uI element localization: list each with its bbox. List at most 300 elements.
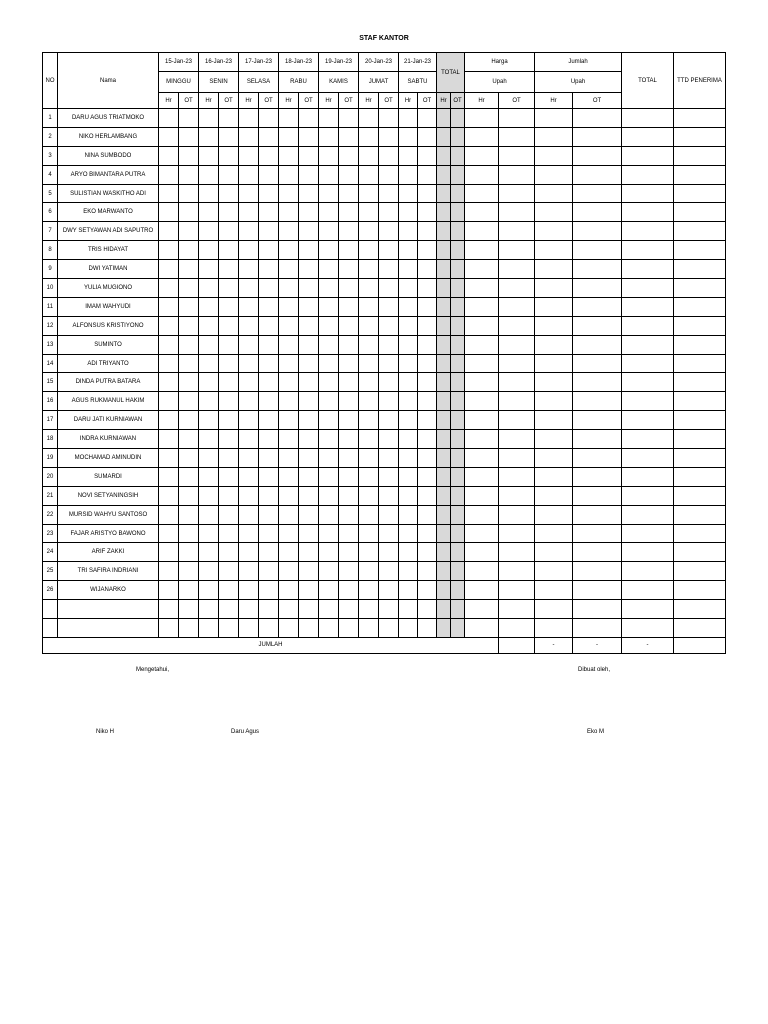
attendance-cell[interactable] [239,619,259,638]
attendance-cell[interactable] [399,562,418,581]
signature-cell[interactable] [674,543,726,562]
attendance-cell[interactable] [418,600,437,619]
attendance-cell[interactable] [199,600,219,619]
attendance-cell[interactable] [279,619,299,638]
attendance-cell[interactable] [179,411,199,430]
attendance-cell[interactable] [179,203,199,222]
attendance-cell[interactable] [319,467,339,486]
signature-cell[interactable] [674,222,726,241]
attendance-cell[interactable] [239,392,259,411]
attendance-cell[interactable] [418,335,437,354]
attendance-cell[interactable] [418,146,437,165]
attendance-cell[interactable] [199,354,219,373]
attendance-cell[interactable] [199,297,219,316]
signature-cell[interactable] [674,430,726,449]
attendance-cell[interactable] [299,335,319,354]
attendance-cell[interactable] [219,297,239,316]
attendance-cell[interactable] [279,279,299,298]
attendance-cell[interactable] [379,335,399,354]
attendance-cell[interactable] [159,373,179,392]
attendance-cell[interactable] [279,241,299,260]
attendance-cell[interactable] [279,127,299,146]
attendance-cell[interactable] [199,222,219,241]
attendance-cell[interactable] [399,146,418,165]
attendance-cell[interactable] [418,486,437,505]
attendance-cell[interactable] [219,184,239,203]
signature-cell[interactable] [674,373,726,392]
attendance-cell[interactable] [339,127,359,146]
attendance-cell[interactable] [299,241,319,260]
signature-cell[interactable] [674,260,726,279]
attendance-cell[interactable] [299,581,319,600]
attendance-cell[interactable] [239,222,259,241]
attendance-cell[interactable] [339,486,359,505]
attendance-cell[interactable] [159,411,179,430]
attendance-cell[interactable] [199,203,219,222]
attendance-cell[interactable] [359,467,379,486]
attendance-cell[interactable] [319,430,339,449]
attendance-cell[interactable] [179,184,199,203]
attendance-cell[interactable] [219,600,239,619]
attendance-cell[interactable] [219,543,239,562]
attendance-cell[interactable] [179,581,199,600]
attendance-cell[interactable] [418,543,437,562]
attendance-cell[interactable] [379,524,399,543]
attendance-cell[interactable] [418,562,437,581]
attendance-cell[interactable] [379,373,399,392]
attendance-cell[interactable] [319,241,339,260]
attendance-cell[interactable] [359,581,379,600]
attendance-cell[interactable] [379,392,399,411]
attendance-cell[interactable] [199,524,219,543]
attendance-cell[interactable] [159,354,179,373]
attendance-cell[interactable] [179,297,199,316]
attendance-cell[interactable] [179,146,199,165]
attendance-cell[interactable] [219,430,239,449]
attendance-cell[interactable] [259,165,279,184]
attendance-cell[interactable] [339,279,359,298]
attendance-cell[interactable] [259,430,279,449]
attendance-cell[interactable] [199,165,219,184]
attendance-cell[interactable] [259,260,279,279]
signature-cell[interactable] [674,486,726,505]
attendance-cell[interactable] [279,373,299,392]
attendance-cell[interactable] [339,316,359,335]
attendance-cell[interactable] [299,203,319,222]
attendance-cell[interactable] [179,449,199,468]
attendance-cell[interactable] [339,222,359,241]
signature-cell[interactable] [674,411,726,430]
attendance-cell[interactable] [299,449,319,468]
attendance-cell[interactable] [259,562,279,581]
attendance-cell[interactable] [179,279,199,298]
attendance-cell[interactable] [359,260,379,279]
attendance-cell[interactable] [418,109,437,128]
attendance-cell[interactable] [199,335,219,354]
attendance-cell[interactable] [319,619,339,638]
attendance-cell[interactable] [319,392,339,411]
attendance-cell[interactable] [399,373,418,392]
attendance-cell[interactable] [179,241,199,260]
attendance-cell[interactable] [299,316,319,335]
attendance-cell[interactable] [279,600,299,619]
attendance-cell[interactable] [359,279,379,298]
attendance-cell[interactable] [399,316,418,335]
attendance-cell[interactable] [379,222,399,241]
attendance-cell[interactable] [379,260,399,279]
attendance-cell[interactable] [279,505,299,524]
attendance-cell[interactable] [279,297,299,316]
attendance-cell[interactable] [399,411,418,430]
attendance-cell[interactable] [299,505,319,524]
attendance-cell[interactable] [379,279,399,298]
attendance-cell[interactable] [219,127,239,146]
attendance-cell[interactable] [199,562,219,581]
attendance-cell[interactable] [359,109,379,128]
attendance-cell[interactable] [179,524,199,543]
attendance-cell[interactable] [159,127,179,146]
attendance-cell[interactable] [259,279,279,298]
attendance-cell[interactable] [339,260,359,279]
attendance-cell[interactable] [219,316,239,335]
attendance-cell[interactable] [259,241,279,260]
attendance-cell[interactable] [359,127,379,146]
attendance-cell[interactable] [418,297,437,316]
attendance-cell[interactable] [179,316,199,335]
attendance-cell[interactable] [399,486,418,505]
attendance-cell[interactable] [279,411,299,430]
attendance-cell[interactable] [319,279,339,298]
signature-cell[interactable] [674,505,726,524]
attendance-cell[interactable] [359,543,379,562]
attendance-cell[interactable] [299,543,319,562]
attendance-cell[interactable] [159,543,179,562]
attendance-cell[interactable] [379,203,399,222]
attendance-cell[interactable] [319,354,339,373]
attendance-cell[interactable] [279,222,299,241]
attendance-cell[interactable] [359,165,379,184]
signature-cell[interactable] [674,165,726,184]
attendance-cell[interactable] [418,392,437,411]
attendance-cell[interactable] [159,581,179,600]
attendance-cell[interactable] [259,335,279,354]
attendance-cell[interactable] [259,184,279,203]
attendance-cell[interactable] [339,354,359,373]
attendance-cell[interactable] [259,581,279,600]
attendance-cell[interactable] [259,222,279,241]
attendance-cell[interactable] [339,505,359,524]
attendance-cell[interactable] [159,505,179,524]
attendance-cell[interactable] [239,316,259,335]
attendance-cell[interactable] [239,127,259,146]
attendance-cell[interactable] [179,260,199,279]
attendance-cell[interactable] [319,524,339,543]
attendance-cell[interactable] [259,109,279,128]
attendance-cell[interactable] [239,581,259,600]
attendance-cell[interactable] [339,619,359,638]
attendance-cell[interactable] [259,316,279,335]
attendance-cell[interactable] [259,392,279,411]
attendance-cell[interactable] [259,486,279,505]
attendance-cell[interactable] [219,146,239,165]
attendance-cell[interactable] [299,562,319,581]
attendance-cell[interactable] [179,430,199,449]
attendance-cell[interactable] [418,260,437,279]
attendance-cell[interactable] [199,581,219,600]
signature-cell[interactable] [674,335,726,354]
attendance-cell[interactable] [339,581,359,600]
attendance-cell[interactable] [219,165,239,184]
attendance-cell[interactable] [399,127,418,146]
attendance-cell[interactable] [299,184,319,203]
attendance-cell[interactable] [379,581,399,600]
attendance-cell[interactable] [259,524,279,543]
attendance-cell[interactable] [279,392,299,411]
attendance-cell[interactable] [199,279,219,298]
attendance-cell[interactable] [319,127,339,146]
attendance-cell[interactable] [359,297,379,316]
attendance-cell[interactable] [219,411,239,430]
attendance-cell[interactable] [159,486,179,505]
attendance-cell[interactable] [379,449,399,468]
attendance-cell[interactable] [299,392,319,411]
attendance-cell[interactable] [319,165,339,184]
attendance-cell[interactable] [199,241,219,260]
attendance-cell[interactable] [219,486,239,505]
attendance-cell[interactable] [359,184,379,203]
attendance-cell[interactable] [339,373,359,392]
attendance-cell[interactable] [418,241,437,260]
attendance-cell[interactable] [299,600,319,619]
attendance-cell[interactable] [239,430,259,449]
attendance-cell[interactable] [319,600,339,619]
attendance-cell[interactable] [359,449,379,468]
attendance-cell[interactable] [299,260,319,279]
attendance-cell[interactable] [199,505,219,524]
attendance-cell[interactable] [299,486,319,505]
attendance-cell[interactable] [219,449,239,468]
attendance-cell[interactable] [379,354,399,373]
signature-cell[interactable] [674,297,726,316]
attendance-cell[interactable] [379,241,399,260]
attendance-cell[interactable] [339,297,359,316]
attendance-cell[interactable] [279,467,299,486]
attendance-cell[interactable] [299,222,319,241]
attendance-cell[interactable] [399,241,418,260]
attendance-cell[interactable] [279,486,299,505]
attendance-cell[interactable] [239,335,259,354]
attendance-cell[interactable] [379,562,399,581]
attendance-cell[interactable] [259,297,279,316]
attendance-cell[interactable] [199,486,219,505]
attendance-cell[interactable] [179,505,199,524]
attendance-cell[interactable] [179,109,199,128]
attendance-cell[interactable] [418,581,437,600]
attendance-cell[interactable] [159,165,179,184]
attendance-cell[interactable] [399,297,418,316]
attendance-cell[interactable] [259,600,279,619]
attendance-cell[interactable] [339,411,359,430]
signature-cell[interactable] [674,316,726,335]
attendance-cell[interactable] [179,543,199,562]
signature-cell[interactable] [674,241,726,260]
attendance-cell[interactable] [179,165,199,184]
attendance-cell[interactable] [359,524,379,543]
attendance-cell[interactable] [339,335,359,354]
signature-cell[interactable] [674,203,726,222]
attendance-cell[interactable] [359,619,379,638]
attendance-cell[interactable] [319,449,339,468]
attendance-cell[interactable] [299,165,319,184]
attendance-cell[interactable] [379,467,399,486]
attendance-cell[interactable] [279,316,299,335]
attendance-cell[interactable] [159,467,179,486]
attendance-cell[interactable] [359,562,379,581]
attendance-cell[interactable] [159,279,179,298]
attendance-cell[interactable] [199,411,219,430]
attendance-cell[interactable] [319,260,339,279]
attendance-cell[interactable] [418,222,437,241]
attendance-cell[interactable] [239,241,259,260]
attendance-cell[interactable] [159,524,179,543]
attendance-cell[interactable] [418,430,437,449]
attendance-cell[interactable] [279,524,299,543]
attendance-cell[interactable] [359,354,379,373]
attendance-cell[interactable] [299,354,319,373]
attendance-cell[interactable] [379,316,399,335]
attendance-cell[interactable] [399,543,418,562]
attendance-cell[interactable] [399,581,418,600]
attendance-cell[interactable] [219,524,239,543]
attendance-cell[interactable] [359,486,379,505]
attendance-cell[interactable] [179,127,199,146]
attendance-cell[interactable] [319,109,339,128]
signature-cell[interactable] [674,619,726,638]
attendance-cell[interactable] [219,619,239,638]
attendance-cell[interactable] [239,411,259,430]
attendance-cell[interactable] [299,109,319,128]
attendance-cell[interactable] [359,316,379,335]
attendance-cell[interactable] [418,316,437,335]
attendance-cell[interactable] [279,581,299,600]
attendance-cell[interactable] [199,260,219,279]
attendance-cell[interactable] [418,203,437,222]
attendance-cell[interactable] [379,600,399,619]
signature-cell[interactable] [674,449,726,468]
attendance-cell[interactable] [219,562,239,581]
attendance-cell[interactable] [219,354,239,373]
attendance-cell[interactable] [299,430,319,449]
attendance-cell[interactable] [219,373,239,392]
attendance-cell[interactable] [219,109,239,128]
attendance-cell[interactable] [339,600,359,619]
attendance-cell[interactable] [239,543,259,562]
attendance-cell[interactable] [399,467,418,486]
attendance-cell[interactable] [399,260,418,279]
attendance-cell[interactable] [239,449,259,468]
attendance-cell[interactable] [259,543,279,562]
attendance-cell[interactable] [279,165,299,184]
attendance-cell[interactable] [379,127,399,146]
attendance-cell[interactable] [199,467,219,486]
attendance-cell[interactable] [159,449,179,468]
attendance-cell[interactable] [239,203,259,222]
attendance-cell[interactable] [319,505,339,524]
attendance-cell[interactable] [359,241,379,260]
attendance-cell[interactable] [319,373,339,392]
attendance-cell[interactable] [219,279,239,298]
attendance-cell[interactable] [159,241,179,260]
attendance-cell[interactable] [179,373,199,392]
attendance-cell[interactable] [279,430,299,449]
attendance-cell[interactable] [379,184,399,203]
attendance-cell[interactable] [239,505,259,524]
attendance-cell[interactable] [399,109,418,128]
attendance-cell[interactable] [319,486,339,505]
attendance-cell[interactable] [219,335,239,354]
attendance-cell[interactable] [219,241,239,260]
attendance-cell[interactable] [159,297,179,316]
attendance-cell[interactable] [418,505,437,524]
attendance-cell[interactable] [279,184,299,203]
attendance-cell[interactable] [279,146,299,165]
attendance-cell[interactable] [379,619,399,638]
attendance-cell[interactable] [179,392,199,411]
attendance-cell[interactable] [159,146,179,165]
attendance-cell[interactable] [259,146,279,165]
signature-cell[interactable] [674,146,726,165]
attendance-cell[interactable] [399,184,418,203]
attendance-cell[interactable] [379,543,399,562]
attendance-cell[interactable] [279,562,299,581]
attendance-cell[interactable] [399,354,418,373]
attendance-cell[interactable] [399,524,418,543]
attendance-cell[interactable] [159,600,179,619]
attendance-cell[interactable] [279,203,299,222]
attendance-cell[interactable] [219,581,239,600]
attendance-cell[interactable] [379,297,399,316]
signature-cell[interactable] [674,600,726,619]
attendance-cell[interactable] [319,581,339,600]
attendance-cell[interactable] [179,354,199,373]
signature-cell[interactable] [674,127,726,146]
attendance-cell[interactable] [219,203,239,222]
signature-cell[interactable] [674,279,726,298]
attendance-cell[interactable] [239,260,259,279]
attendance-cell[interactable] [219,467,239,486]
attendance-cell[interactable] [379,505,399,524]
attendance-cell[interactable] [299,411,319,430]
attendance-cell[interactable] [179,467,199,486]
attendance-cell[interactable] [399,449,418,468]
attendance-cell[interactable] [179,600,199,619]
attendance-cell[interactable] [399,619,418,638]
attendance-cell[interactable] [259,411,279,430]
attendance-cell[interactable] [199,184,219,203]
attendance-cell[interactable] [259,619,279,638]
signature-cell[interactable] [674,581,726,600]
attendance-cell[interactable] [299,467,319,486]
attendance-cell[interactable] [159,184,179,203]
attendance-cell[interactable] [359,222,379,241]
attendance-cell[interactable] [379,430,399,449]
attendance-cell[interactable] [319,184,339,203]
attendance-cell[interactable] [319,222,339,241]
attendance-cell[interactable] [418,354,437,373]
attendance-cell[interactable] [239,524,259,543]
attendance-cell[interactable] [319,297,339,316]
attendance-cell[interactable] [339,241,359,260]
